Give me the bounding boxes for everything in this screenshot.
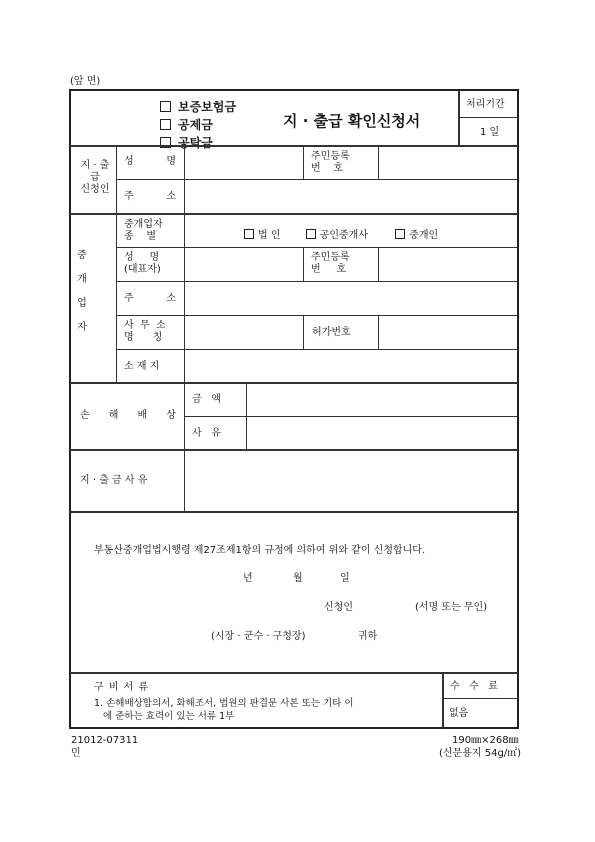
documents-item: 1. 손해배상합의서, 화해조서, 법원의 판결문 사본 또는 기타 이 에 준하는 효력이 있는 서류 1부	[94, 698, 354, 722]
option-guarantee-insurance[interactable]: 보증보험금	[160, 98, 236, 116]
broker-license-field[interactable]	[380, 317, 516, 347]
broker-type-label: 중개업자 종 별	[124, 219, 163, 242]
broker-type-options	[244, 226, 438, 241]
damages-reason-field[interactable]	[248, 418, 516, 447]
form-number: 21012-07311	[71, 735, 139, 746]
applicant-name-field[interactable]	[186, 148, 301, 178]
applicant-signature-label: 신청인	[324, 602, 353, 613]
broker-type-agent[interactable]: 중개인	[395, 230, 438, 241]
processing-period-label: 처리기간	[466, 99, 505, 110]
broker-location-field[interactable]	[186, 351, 516, 381]
broker-location-label: 소 재 지	[124, 361, 160, 372]
broker-name-field[interactable]	[186, 249, 301, 279]
checkbox-icon[interactable]	[395, 229, 405, 239]
date-month-label: 월	[293, 573, 303, 584]
paper-size: 190㎜×268㎜	[452, 735, 519, 746]
broker-section-label: 중 개 업 자	[77, 250, 87, 333]
option-deposit[interactable]: 공탁금	[160, 134, 236, 152]
broker-name-label: 성 명 (대표자)	[124, 252, 161, 275]
broker-resident-no-label: 주민등록 번 호	[311, 252, 350, 275]
date-day-label: 일	[340, 573, 350, 584]
form-title: 지 · 출급 확인신청서	[283, 112, 421, 130]
broker-resident-no-field[interactable]	[380, 249, 516, 279]
addressee: (시장 · 군수 · 구청장)	[211, 631, 306, 642]
honorific: 귀하	[358, 631, 378, 642]
fee-value: 없음	[449, 708, 469, 719]
damages-section-label: 손 해 배 상	[80, 410, 176, 421]
page-side-label: (앞 면)	[70, 76, 101, 87]
broker-office-field[interactable]	[186, 317, 301, 347]
date-year-label: 년	[243, 573, 253, 584]
option-mutual-aid[interactable]: 공제금	[160, 116, 236, 134]
broker-office-label: 사 무 소 명 칭	[124, 320, 166, 343]
signature-note: (서명 또는 무인)	[415, 602, 488, 613]
fee-label: 수 수 료	[450, 681, 499, 692]
processing-period-value: 1 일	[480, 127, 500, 138]
paper-type: (신문용지 54g/㎡)	[439, 748, 522, 759]
broker-address-field[interactable]	[186, 283, 516, 313]
withdrawal-reason-field[interactable]	[186, 452, 516, 509]
checkbox-icon[interactable]	[160, 119, 171, 130]
applicant-resident-no-label: 주민등록 번 호	[311, 151, 350, 174]
documents-heading: 구 비 서 류	[94, 682, 150, 693]
broker-type-certified[interactable]: 공인중개사	[306, 230, 368, 241]
withdrawal-reason-label: 지 · 출 금 사 유	[80, 475, 148, 486]
applicant-address-label: 주 소	[124, 191, 176, 202]
applicant-section-label: 지 · 출 급 신청인	[80, 160, 110, 195]
checkbox-icon[interactable]	[306, 229, 316, 239]
form-number-suffix: 민	[71, 748, 81, 759]
fund-type-options	[160, 98, 236, 150]
checkbox-icon[interactable]	[160, 101, 171, 112]
broker-type-corporation[interactable]: 법 인	[244, 230, 281, 241]
statement-text: 부동산중개업법시행령 제27조제1항의 규정에 의하여 위와 같이 신청합니다.	[94, 545, 426, 556]
checkbox-icon[interactable]	[244, 229, 254, 239]
applicant-address-field[interactable]	[186, 182, 516, 212]
damages-amount-label: 금 액	[192, 394, 221, 405]
broker-address-label: 주 소	[124, 293, 176, 304]
applicant-resident-no-field[interactable]	[380, 148, 516, 178]
broker-license-label: 허가번호	[312, 327, 351, 338]
damages-reason-label: 사 유	[192, 428, 221, 439]
damages-amount-field[interactable]	[248, 385, 516, 414]
applicant-name-label: 성 명	[124, 156, 176, 167]
